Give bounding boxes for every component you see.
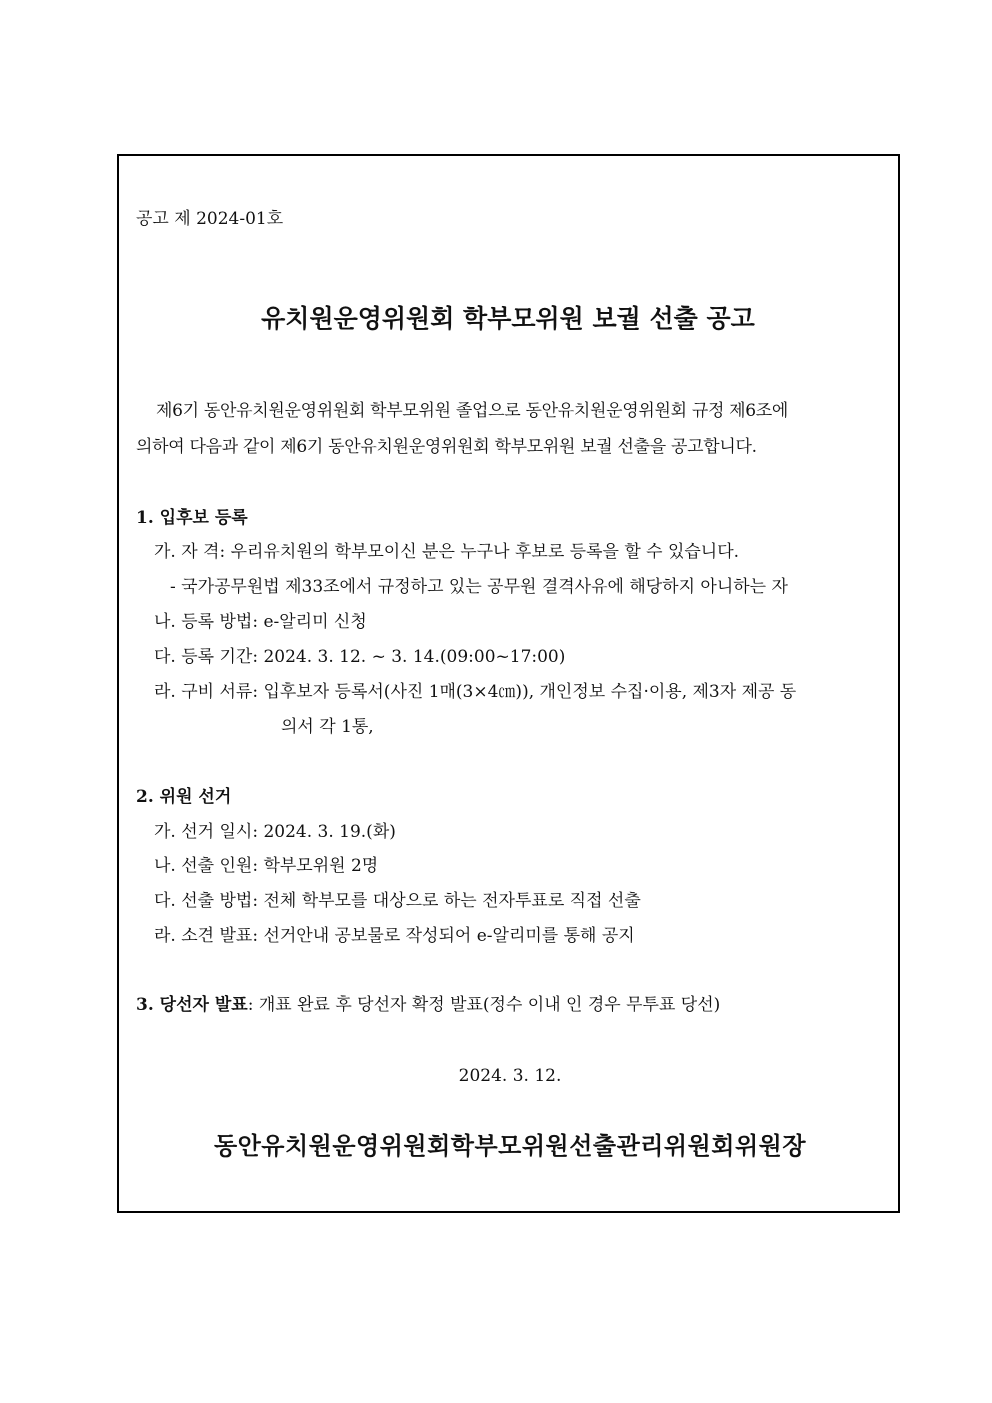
election-count: 나. 선출 인원: 학부모위원 2명 — [154, 856, 379, 876]
page-title: 유치원운영위원회 학부모위원 보궐 선출 공고 — [261, 304, 755, 333]
notice-number: 공고 제 2024-01호 — [136, 209, 284, 229]
qualification: 가. 자 격: 우리유치원의 학부모이신 분은 누구나 후보로 등록을 할 수 있습니다. — [154, 542, 740, 562]
registration-period: 다. 등록 기간: 2024. 3. 12. ~ 3. 14.(09:00~17:00) — [154, 647, 566, 667]
election-date: 가. 선거 일시: 2024. 3. 19.(화) — [154, 822, 396, 842]
section3-text: : 개표 완료 후 당선자 확정 발표(정수 이내 인 경우 무투표 당선) — [247, 995, 721, 1015]
speech-announcement: 라. 소견 발표: 선거안내 공보물로 작성되어 e-알리미를 통해 공지 — [154, 926, 635, 946]
intro-line-1: 제6기 동안유치원운영위원회 학부모위원 졸업으로 동안유치원운영위원회 규정 제6조에 — [156, 401, 789, 421]
required-documents-line-1: 라. 구비 서류: 입후보자 등록서(사진 1매(3×4㎝)), 개인정보 수집·이용, 제3자 제공 동 — [154, 682, 797, 702]
election-method: 다. 선출 방법: 전체 학부모를 대상으로 하는 전자투표로 직접 선출 — [154, 891, 641, 911]
section3-heading: 3. 당선자 발표 — [136, 995, 248, 1015]
section3 — [136, 995, 720, 1015]
section1-heading: 1. 입후보 등록 — [136, 508, 248, 528]
qualification-note: - 국가공무원법 제33조에서 규정하고 있는 공무원 결격사유에 해당하지 아니하는 자 — [170, 577, 788, 597]
signature: 동안유치원운영위원회학부모위원선출관리위원회위원장 — [213, 1131, 807, 1160]
section2-heading: 2. 위원 선거 — [136, 787, 232, 807]
required-documents-line-2: 의서 각 1통, — [281, 717, 374, 737]
issue-date: 2024. 3. 12. — [458, 1066, 562, 1086]
registration-method: 나. 등록 방법: e-알리미 신청 — [154, 612, 367, 632]
intro-line-2: 의하여 다음과 같이 제6기 동안유치원운영위원회 학부모위원 보궐 선출을 공고합니다. — [136, 437, 757, 457]
